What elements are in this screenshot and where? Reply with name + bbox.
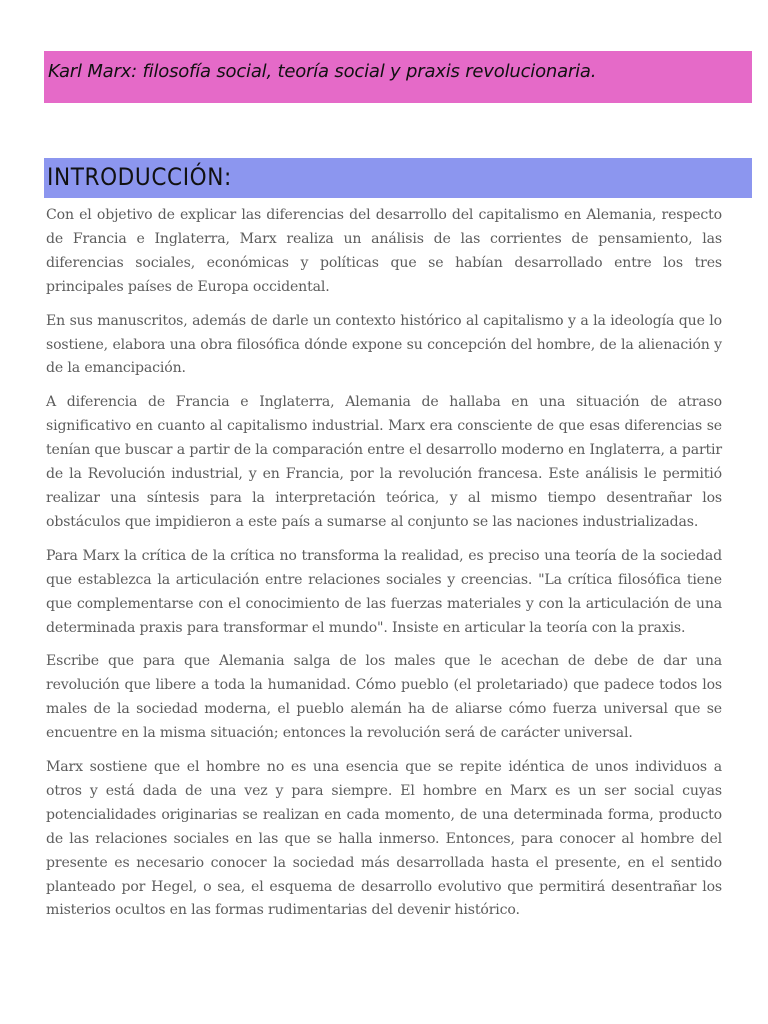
body-text [46, 204, 722, 933]
title-banner [44, 51, 752, 103]
section-heading: INTRODUCCIÓN: [47, 163, 232, 191]
paragraph-6: Marx sostiene que el hombre no es una esencia que se repite idéntica de unos individuos a otros y está dada de una vez y para siempre. El hombre en Marx es un ser social cuyas potencialidades originarias se realizan en cada momento, de una determinada forma, producto de las relaciones sociales en las que se halla inmerso. Entonces, para conocer al hombre del presente es necesario conocer la sociedad más desarrollada hasta el presente, en el sentido planteado por Hegel, o sea, el esquema de desarrollo evolutivo que permitirá desentrañar los misterios ocultos en las formas rudimentarias del devenir histórico. [46, 759, 722, 919]
paragraph-4: Para Marx la crítica de la crítica no transforma la realidad, es preciso una teoría de la sociedad que establezca la articulación entre relaciones sociales y creencias. "La crítica filosófica tiene que complementarse con el conocimiento de las fuerzas materiales y con la articulación de una determinada praxis para transformar el mundo". Insiste en articular la teoría con la praxis. [46, 547, 722, 636]
paragraph-5: Escribe que para que Alemania salga de los males que le acechan de debe de dar una revolución que libere a toda la humanidad. Cómo pueblo (el proletariado) que padece todos los males de la sociedad moderna, el pueblo alemán ha de aliarse cómo fuerza universal que se encuentre en la misma situación; entonces la revolución será de carácter universal. [46, 653, 722, 742]
section-heading-banner [44, 158, 752, 198]
paragraph-1: Con el objetivo de explicar las diferencias del desarrollo del capitalismo en Alemania, respecto de Francia e Inglaterra, Marx realiza un análisis de las corrientes de pensamiento, las diferencias sociales, económicas y políticas que se habían desarrollado entre los tres principales países de Europa occidental. [46, 207, 722, 295]
paragraph-2: En sus manuscritos, además de darle un contexto histórico al capitalismo y a la ideología que lo sostiene, elabora una obra filosófica dónde expone su concepción del hombre, de la alienación y de la emancipación. [46, 312, 722, 377]
document-title: Karl Marx: filosofía social, teoría social y praxis revolucionaria. [48, 61, 597, 82]
paragraph-3: A diferencia de Francia e Inglaterra, Alemania de hallaba en una situación de atraso significativo en cuanto al capitalismo industrial. Marx era consciente de que esas diferencias se tenían que buscar a partir de la comparación entre el desarrollo moderno en Inglaterra, a partir de la Revolución industrial, y en Francia, por la revolución francesa. Este análisis le permitió realizar una síntesis para la interpretación teórica, y al mismo tiempo desentrañar los obstáculos que impidieron a este país a sumarse al conjunto se las naciones industrializadas. [46, 394, 722, 530]
